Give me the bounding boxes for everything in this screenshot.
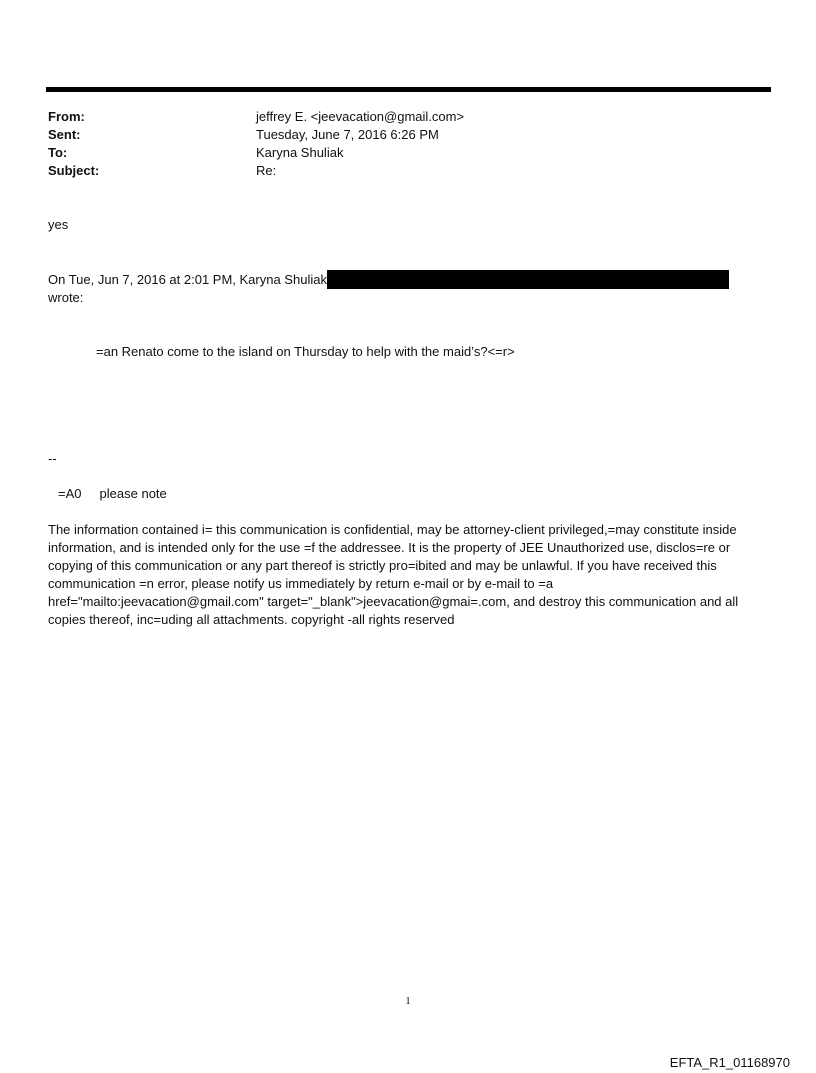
subject-label: Subject: <box>48 163 100 178</box>
from-value: jeffrey E. <jeevacation@gmail.com> <box>256 109 465 124</box>
sent-label: Sent: <box>48 127 81 142</box>
from-label: From: <box>48 109 85 124</box>
from-row <box>48 108 748 126</box>
subject-value: Re: <box>256 163 277 178</box>
document-id: EFTA_R1_01168970 <box>669 1055 790 1070</box>
header-divider <box>46 87 771 92</box>
to-label: To: <box>48 145 68 160</box>
quote-intro-end: wrote: <box>48 290 84 305</box>
signature-separator: -- <box>48 451 57 466</box>
subject-row <box>48 162 748 180</box>
page-number: 1 <box>405 995 411 1007</box>
quote-intro <box>48 270 748 307</box>
quote-intro-text: On Tue, Jun 7, 2016 at 2:01 PM, Karyna Shuliak <box>48 272 327 287</box>
email-header <box>48 108 748 180</box>
to-row <box>48 144 748 162</box>
signature-note: =A0 please note <box>58 486 167 501</box>
to-value: Karyna Shuliak <box>256 145 344 160</box>
sent-value: Tuesday, June 7, 2016 6:26 PM <box>256 127 439 142</box>
redaction-block <box>327 270 729 289</box>
reply-text: yes <box>48 217 69 232</box>
sent-row <box>48 126 748 144</box>
quoted-message: =an Renato come to the island on Thursday to help with the maid’s?<=r> <box>96 344 515 359</box>
confidentiality-disclaimer: The information contained i= this communication is confidential, may be attorney-client privileged,=may constitute inside information, and is intended only for the use =f the addressee. It is the property of JEE Unauthorized use, disclos=re or copying of this communication or any part thereof is strictly pro=ibited and may be unlawful. If you have received this communication =n error, please notify us immediately by return e-mail or by e-mail to =a href="mailto:jeevacation@gmail.com" target="_blank">jeevacation@gmai=.com, and destroy this communication and all copies thereof, inc=uding all attachments. copyright -all rights reserved <box>48 522 739 627</box>
